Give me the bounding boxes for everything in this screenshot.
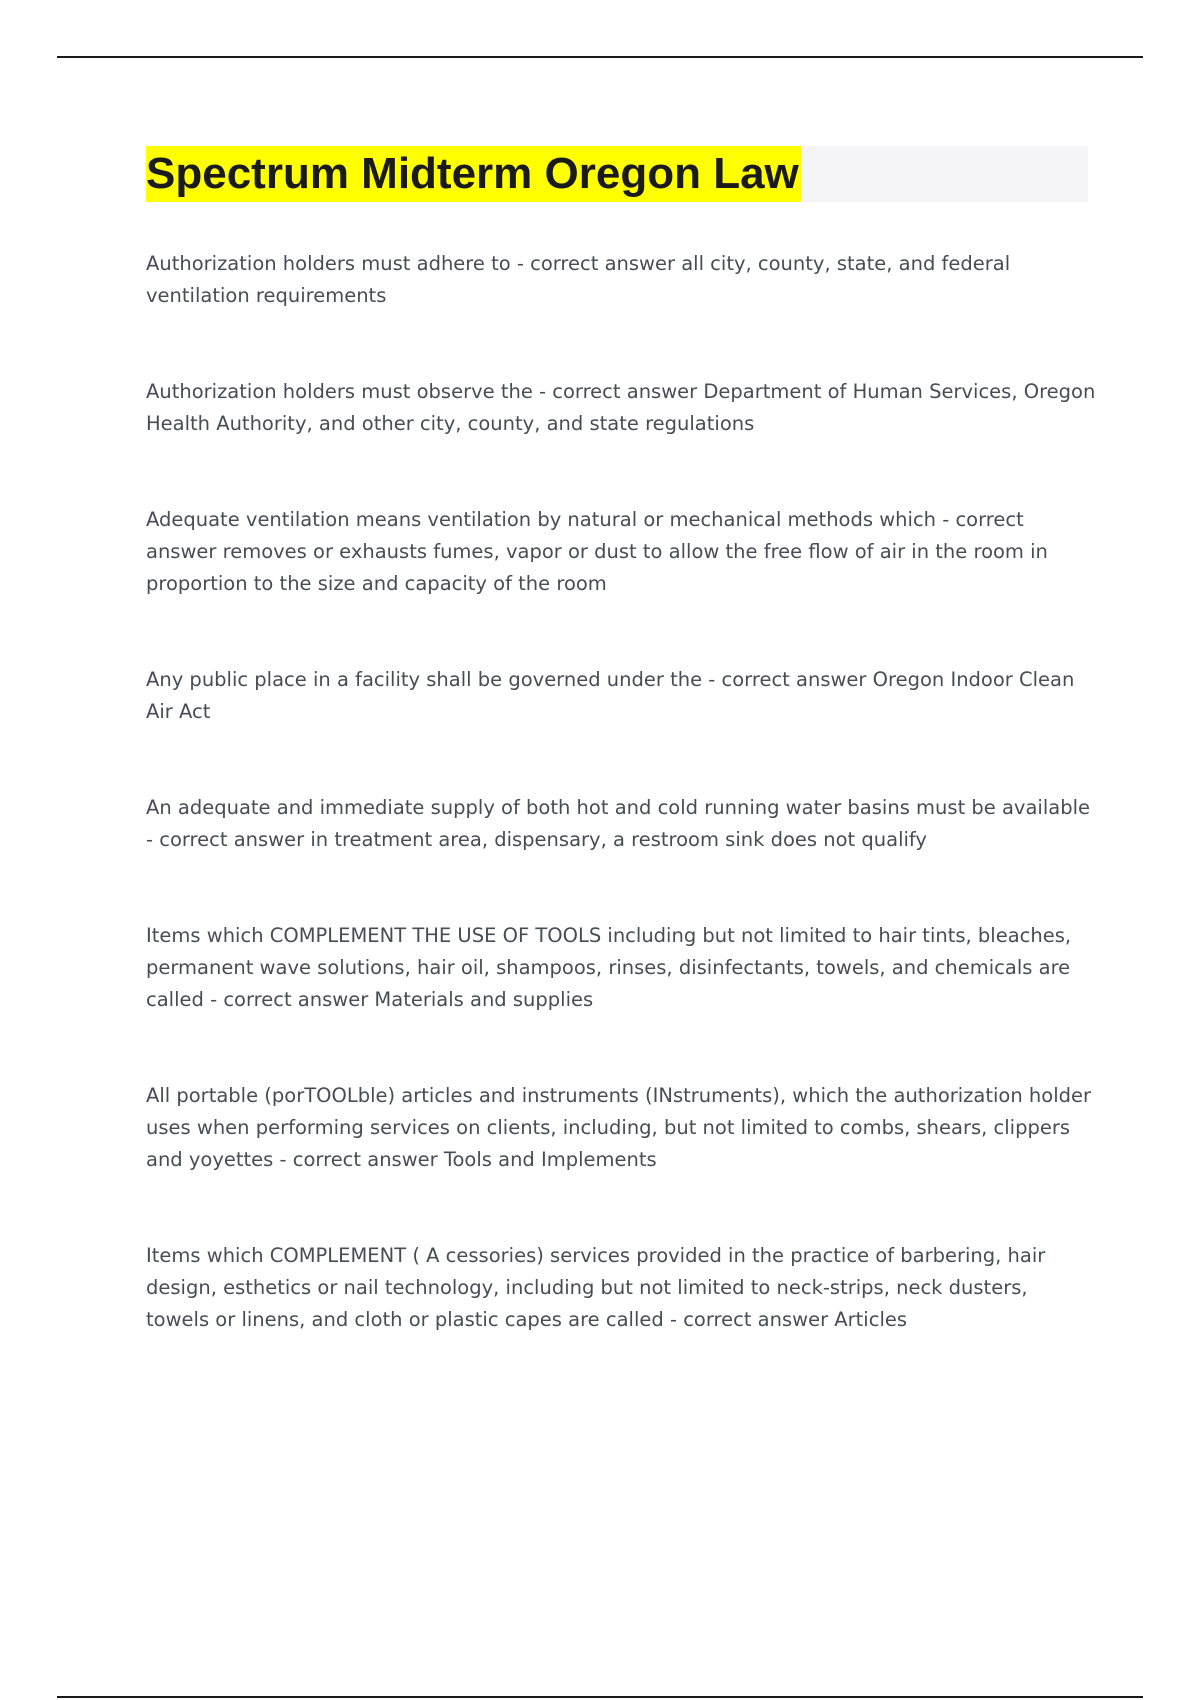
top-rule [57,56,1143,58]
qa-item: All portable (porTOOLble) articles and instruments (INstruments), which the authorization holder uses when performing services on clients, including, but not limited to combs, shears, clippers and yoyettes - correct answer Tools and Implements [146,1084,1092,1171]
qa-list [146,248,1096,1336]
page-title: Spectrum Midterm Oregon Law [146,146,801,202]
qa-item: Items which COMPLEMENT THE USE OF TOOLS including but not limited to hair tints, bleaches, permanent wave solutions, hair oil, shampoos, rinses, disinfectants, towels, and chemicals are called - correct answer Materials and supplies [146,924,1072,1011]
qa-item: Adequate ventilation means ventilation by natural or mechanical methods which - correct answer removes or exhausts fumes, vapor or dust to allow the free flow of air in the room in proportion to the size and capacity of the room [146,508,1048,595]
qa-item: Authorization holders must adhere to - correct answer all city, county, state, and federal ventilation requirements [146,252,1011,307]
bottom-rule [57,1696,1143,1698]
qa-item: Authorization holders must observe the - correct answer Department of Human Services, Oregon Health Authority, and other city, county, and state regulations [146,380,1096,435]
qa-item: An adequate and immediate supply of both hot and cold running water basins must be available - correct answer in treatment area, dispensary, a restroom sink does not qualify [146,796,1090,851]
qa-item: Items which COMPLEMENT ( A cessories) services provided in the practice of barbering, hair design, esthetics or nail technology, including but not limited to neck-strips, neck dusters, towels or linens, and cloth or plastic capes are called - correct answer Articles [146,1244,1046,1331]
qa-item: Any public place in a facility shall be governed under the - correct answer Oregon Indoor Clean Air Act [146,668,1075,723]
